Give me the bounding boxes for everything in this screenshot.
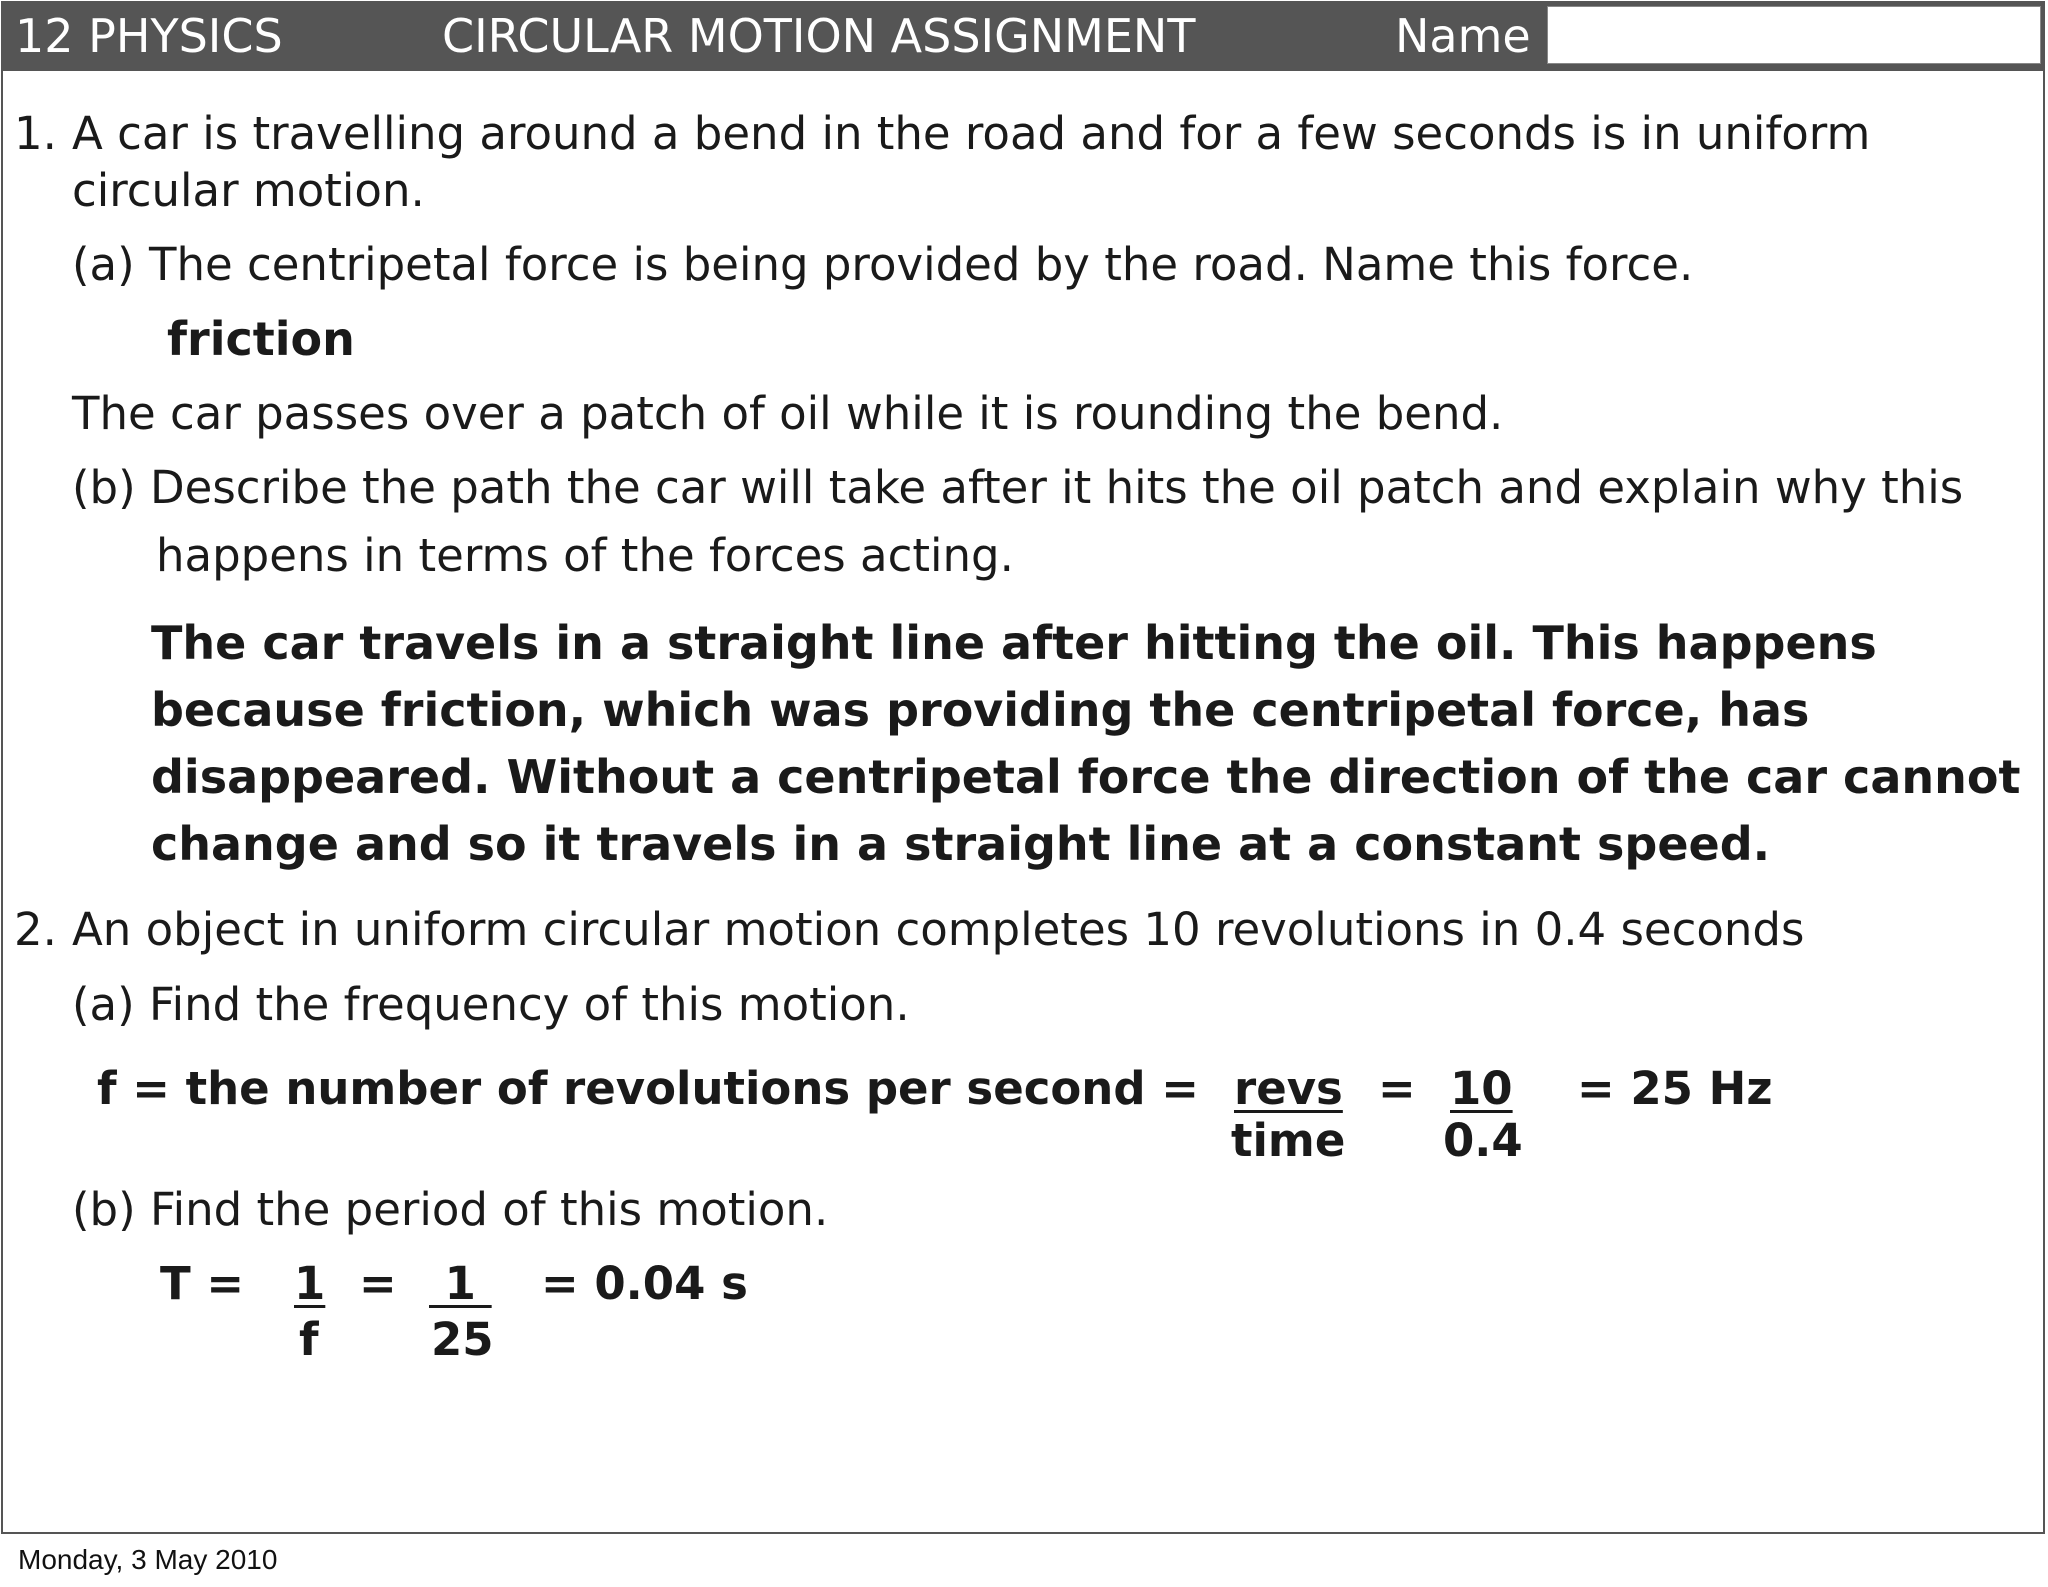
q1a-prompt: (a) The centripetal force is being provided by the road. Name this force. bbox=[72, 238, 1694, 291]
q1a-answer: friction bbox=[167, 312, 355, 366]
q1-number: 1. bbox=[14, 107, 57, 160]
q2a-result: = 25 Hz bbox=[1577, 1062, 1773, 1115]
header-bar bbox=[1, 1, 2045, 71]
q1b-prompt-line2: happens in terms of the forces acting. bbox=[156, 529, 1014, 582]
q2a-prompt: (a) Find the frequency of this motion. bbox=[72, 978, 910, 1031]
q2-number: 2. bbox=[14, 903, 57, 956]
course-label: 12 PHYSICS bbox=[15, 9, 283, 63]
q1b-answer-line: change and so it travels in a straight line at a constant speed. bbox=[151, 817, 1771, 871]
q2b-fraction2-numerator: 1 bbox=[429, 1257, 492, 1310]
q2a-fraction1-denominator: time bbox=[1231, 1114, 1346, 1167]
q1b-answer-line: because friction, which was providing the centripetal force, has bbox=[151, 683, 1810, 737]
q1-context: The car passes over a patch of oil while it is rounding the bend. bbox=[72, 387, 1504, 440]
q2b-fraction1-numerator: 1 bbox=[294, 1257, 326, 1310]
name-label: Name bbox=[1395, 9, 1531, 63]
q2-text: An object in uniform circular motion completes 10 revolutions in 0.4 seconds bbox=[72, 903, 1805, 956]
q1b-prompt-line1: (b) Describe the path the car will take after it hits the oil patch and explain why this bbox=[72, 461, 1964, 514]
q1b-answer-line: disappeared. Without a centripetal force the direction of the car cannot bbox=[151, 750, 2021, 804]
q2b-equals: = bbox=[359, 1257, 397, 1310]
footer-date: Monday, 3 May 2010 bbox=[18, 1544, 278, 1575]
q2a-formula-lhs: f = the number of revolutions per second = bbox=[97, 1062, 1199, 1115]
q2a-fraction2-numerator: 10 bbox=[1450, 1062, 1513, 1115]
q2b-fraction1-denominator: f bbox=[299, 1313, 319, 1366]
q1b-answer-line: The car travels in a straight line after hitting the oil. This happens bbox=[151, 616, 1877, 670]
q2b-fraction2-denominator: 25 bbox=[431, 1313, 494, 1366]
q2a-fraction1-numerator: revs bbox=[1234, 1062, 1343, 1115]
q1-text-line1: A car is travelling around a bend in the road and for a few seconds is in uniform bbox=[72, 107, 1871, 160]
q2b-result: = 0.04 s bbox=[541, 1257, 748, 1310]
q2a-fraction2-denominator: 0.4 bbox=[1443, 1114, 1523, 1167]
q2b-formula-lhs: T = bbox=[160, 1257, 245, 1310]
assignment-title: CIRCULAR MOTION ASSIGNMENT bbox=[442, 9, 1196, 63]
q2b-prompt: (b) Find the period of this motion. bbox=[72, 1183, 829, 1236]
name-field[interactable] bbox=[1547, 6, 2041, 64]
q2a-equals: = bbox=[1378, 1062, 1416, 1115]
q1-text-line2: circular motion. bbox=[72, 164, 425, 217]
